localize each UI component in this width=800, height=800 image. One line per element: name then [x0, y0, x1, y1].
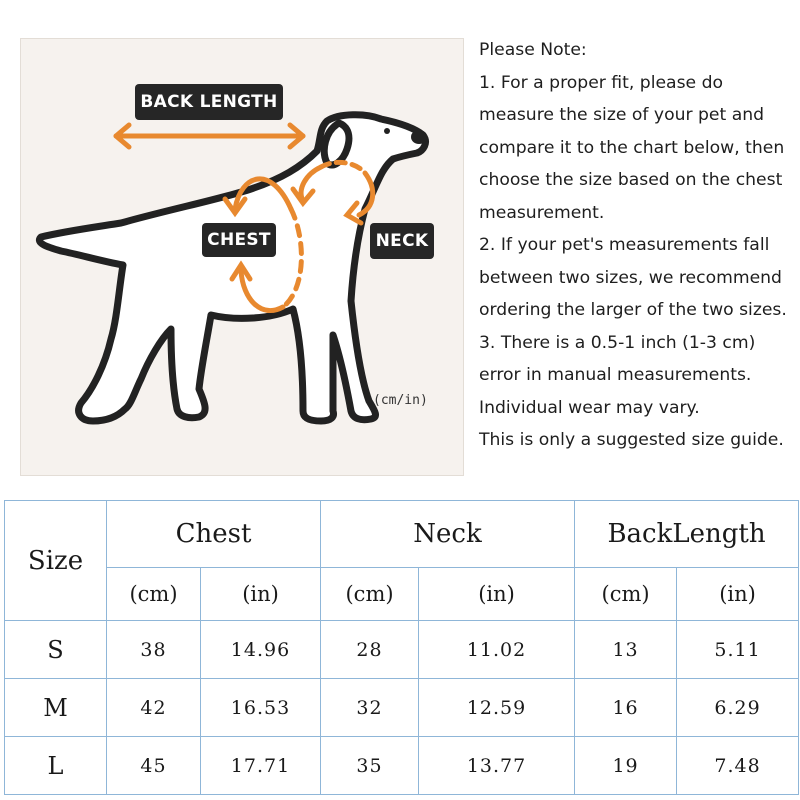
dog-ear [324, 123, 349, 165]
table-cell: 13 [575, 621, 677, 679]
notes-line: compare it to the chart below, then [479, 137, 785, 158]
back-length-header: BackLength [575, 501, 799, 568]
notes-line: measurement. [479, 202, 605, 223]
dog-measurement-figure [20, 38, 464, 476]
dog-outline [39, 115, 425, 421]
dog-eye [384, 128, 390, 134]
table-cell: 45 [107, 737, 201, 795]
notes-line: This is only a suggested size guide. [479, 430, 784, 450]
notes-line: ordering the larger of the two sizes. [479, 300, 787, 320]
unit-header: (in) [419, 568, 575, 621]
notes-line: 3. There is a 0.5-1 inch (1-3 cm) [479, 332, 756, 353]
table-cell: 16.53 [201, 679, 321, 737]
table-cell: 12.59 [419, 679, 575, 737]
notes-line: Please Note: [479, 40, 587, 60]
unit-header: (cm) [321, 568, 419, 621]
table-cell: 5.11 [677, 621, 799, 679]
notes-line: 1. For a proper fit, please do [479, 72, 724, 93]
back-length-arrow [116, 125, 303, 147]
table-cell: 32 [321, 679, 419, 737]
size-cell: L [5, 737, 107, 795]
table-cell: 13.77 [419, 737, 575, 795]
table-cell: 28 [321, 621, 419, 679]
size-cell: M [5, 679, 107, 737]
table-row [5, 621, 799, 679]
table-cell: 16 [575, 679, 677, 737]
unit-header: (in) [201, 568, 321, 621]
table-cell: 6.29 [677, 679, 799, 737]
dog-nose [411, 130, 427, 144]
chest-tag: CHEST [202, 223, 276, 257]
unit-note: (cm/in) [373, 393, 428, 408]
table-unit-row [5, 568, 799, 621]
chest-header: Chest [107, 501, 321, 568]
size-cell: S [5, 621, 107, 679]
table-cell: 17.71 [201, 737, 321, 795]
table-cell: 42 [107, 679, 201, 737]
notes-line: measure the size of your pet and [479, 105, 765, 125]
unit-header: (cm) [575, 568, 677, 621]
table-cell: 38 [107, 621, 201, 679]
table-cell: 11.02 [419, 621, 575, 679]
table-cell: 14.96 [201, 621, 321, 679]
notes-line: 2. If your pet's measurements fall [479, 235, 770, 255]
table-cell: 19 [575, 737, 677, 795]
table-header-row [5, 501, 799, 568]
unit-header: (cm) [107, 568, 201, 621]
notes-line: choose the size based on the chest [479, 170, 783, 190]
back-length-tag: BACK LENGTH [135, 84, 283, 120]
neck-header: Neck [321, 501, 575, 568]
size-chart-table [4, 500, 799, 795]
table-cell: 35 [321, 737, 419, 795]
table-cell: 7.48 [677, 737, 799, 795]
unit-header: (in) [677, 568, 799, 621]
table-row [5, 737, 799, 795]
notes-line: error in manual measurements. [479, 365, 752, 385]
notes-line: between two sizes, we recommend [479, 267, 782, 288]
size-header: Size [5, 501, 107, 621]
neck-tag: NECK [370, 223, 434, 259]
table-row [5, 679, 799, 737]
size-notes [479, 34, 799, 457]
notes-line: Individual wear may vary. [479, 397, 700, 418]
